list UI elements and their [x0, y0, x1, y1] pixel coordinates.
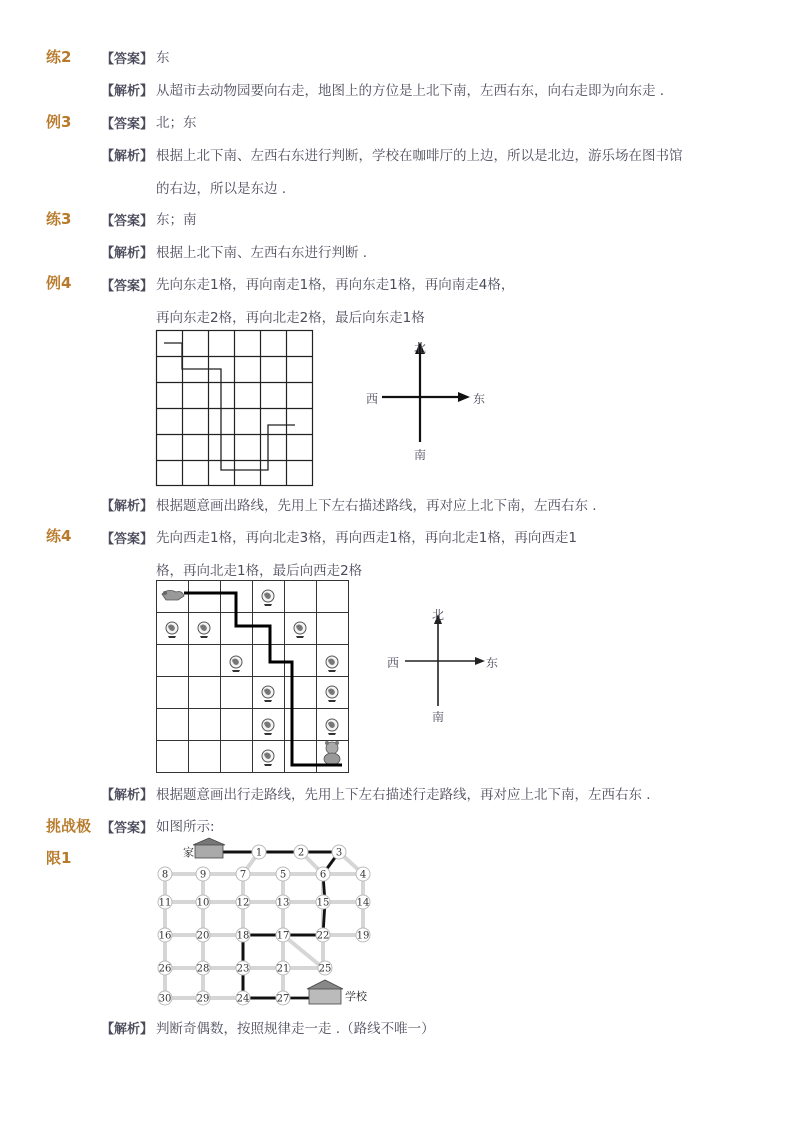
map-node-label: 20	[196, 930, 210, 942]
compass-east-label: 东	[473, 392, 486, 406]
section-label-lian4: 练4	[46, 527, 72, 545]
compass-south-label: 南	[432, 710, 445, 724]
globe-grid-figure	[156, 580, 352, 776]
section-label-challenge-cont: 限1	[46, 849, 72, 867]
compass-west-label: 西	[366, 392, 379, 406]
answer-tag: 【答案】	[101, 117, 154, 132]
start-animal-icon	[162, 590, 184, 600]
map-node-label: 5	[279, 869, 287, 881]
map-node-label: 21	[276, 963, 290, 975]
answer-text-cont: 格，再向北走1格，最后向西走2格	[156, 563, 363, 579]
section-label-li3: 例3	[46, 113, 72, 131]
map-node-label: 28	[196, 963, 210, 975]
answer-text: 先向东走1格，再向南走1格，再向东走1格，再向南走4格，	[156, 277, 515, 293]
map-node-label: 27	[276, 993, 290, 1005]
analysis-tag: 【解析】	[101, 149, 154, 164]
answer-tag: 【答案】	[101, 821, 154, 836]
home-label: 家	[183, 846, 194, 859]
map-node-label: 26	[158, 963, 172, 975]
section-label-li4: 例4	[46, 274, 72, 292]
answer-tag: 【答案】	[101, 52, 154, 67]
home-house-icon	[193, 838, 225, 858]
map-node-label: 10	[196, 897, 210, 909]
map-node-label: 18	[236, 930, 250, 942]
map-node-label: 2	[297, 847, 305, 859]
end-bear-icon	[324, 741, 340, 765]
answer-text: 先向西走1格，再向北走3格，再向西走1格，再向北走1格，再向西走1	[156, 530, 577, 546]
map-node-label: 12	[236, 897, 250, 909]
map-node-label: 19	[356, 930, 370, 942]
analysis-text: 根据题意画出路线，先用上下左右描述路线，再对应上北下南，左西右东 .	[156, 498, 597, 514]
map-node-label: 11	[158, 897, 172, 909]
school-label: 学校	[345, 990, 367, 1003]
map-node-label: 30	[158, 993, 172, 1005]
map-node-label: 24	[236, 993, 250, 1005]
answer-text: 东；南	[156, 212, 197, 228]
answer-tag: 【答案】	[101, 214, 154, 229]
route-line	[164, 343, 295, 470]
answer-tag: 【答案】	[101, 532, 154, 547]
answer-text: 北；东	[156, 115, 197, 131]
map-node-label: 8	[161, 869, 169, 881]
map-node-label: 9	[199, 869, 207, 881]
analysis-tag: 【解析】	[101, 246, 154, 261]
analysis-text: 根据题意画出行走路线，先用上下左右描述行走路线，再对应上北下南，左西右东 .	[156, 787, 651, 803]
map-node-label: 25	[318, 963, 332, 975]
answer-tag: 【答案】	[101, 279, 154, 294]
analysis-text: 判断奇偶数，按照规律走一走 .（路线不唯一）	[156, 1021, 435, 1037]
map-node-label: 17	[276, 930, 290, 942]
map-node-label: 23	[236, 963, 250, 975]
map-node-label: 16	[158, 930, 172, 942]
map-node-label: 15	[316, 897, 330, 909]
analysis-text: 从超市去动物园要向右走，地图上的方位是上北下南，左西右东，向右走即为向东走 .	[156, 83, 665, 99]
compass-east-label: 东	[486, 656, 499, 670]
map-node-label: 7	[239, 869, 247, 881]
compass-south-label: 南	[414, 448, 427, 462]
analysis-text-cont: 的右边，所以是东边 .	[156, 181, 287, 197]
answer-text: 东	[156, 50, 170, 66]
answer-text-cont: 再向东走2格，再向北走2格，最后向东走1格	[156, 310, 425, 326]
road-map-figure	[155, 838, 395, 1013]
grid-lines	[156, 330, 313, 486]
analysis-tag: 【解析】	[101, 788, 154, 803]
map-node-label: 1	[255, 847, 263, 859]
map-node-label: 29	[196, 993, 210, 1005]
analysis-text: 根据上北下南、左西右东进行判断，学校在咖啡厅的上边，所以是北边，游乐场在图书馆	[156, 148, 683, 164]
analysis-tag: 【解析】	[101, 84, 154, 99]
map-node-label: 6	[319, 869, 327, 881]
analysis-text: 根据上北下南、左西右东进行判断 .	[156, 245, 368, 261]
grid-lines	[156, 580, 349, 773]
answer-text: 如图所示:	[156, 819, 215, 835]
map-node-label: 22	[316, 930, 330, 942]
map-node-label: 14	[356, 897, 370, 909]
analysis-tag: 【解析】	[101, 1022, 154, 1037]
map-node-label: 4	[359, 869, 367, 881]
compass-north-label: 北	[432, 608, 445, 622]
compass-west-label: 西	[387, 656, 400, 670]
route-grid-figure	[156, 330, 316, 490]
section-label-lian3: 练3	[46, 210, 72, 228]
map-node-label: 3	[335, 847, 343, 859]
analysis-tag: 【解析】	[101, 499, 154, 514]
school-building-icon	[307, 980, 343, 1004]
section-label-lian2: 练2	[46, 48, 72, 66]
map-nodes	[158, 845, 370, 1005]
road-lines	[165, 852, 363, 998]
compass-figure	[385, 610, 495, 720]
route-line	[184, 593, 342, 765]
section-label-challenge: 挑战极	[46, 817, 92, 835]
compass-north-label: 北	[414, 341, 427, 355]
map-node-label: 13	[276, 897, 290, 909]
